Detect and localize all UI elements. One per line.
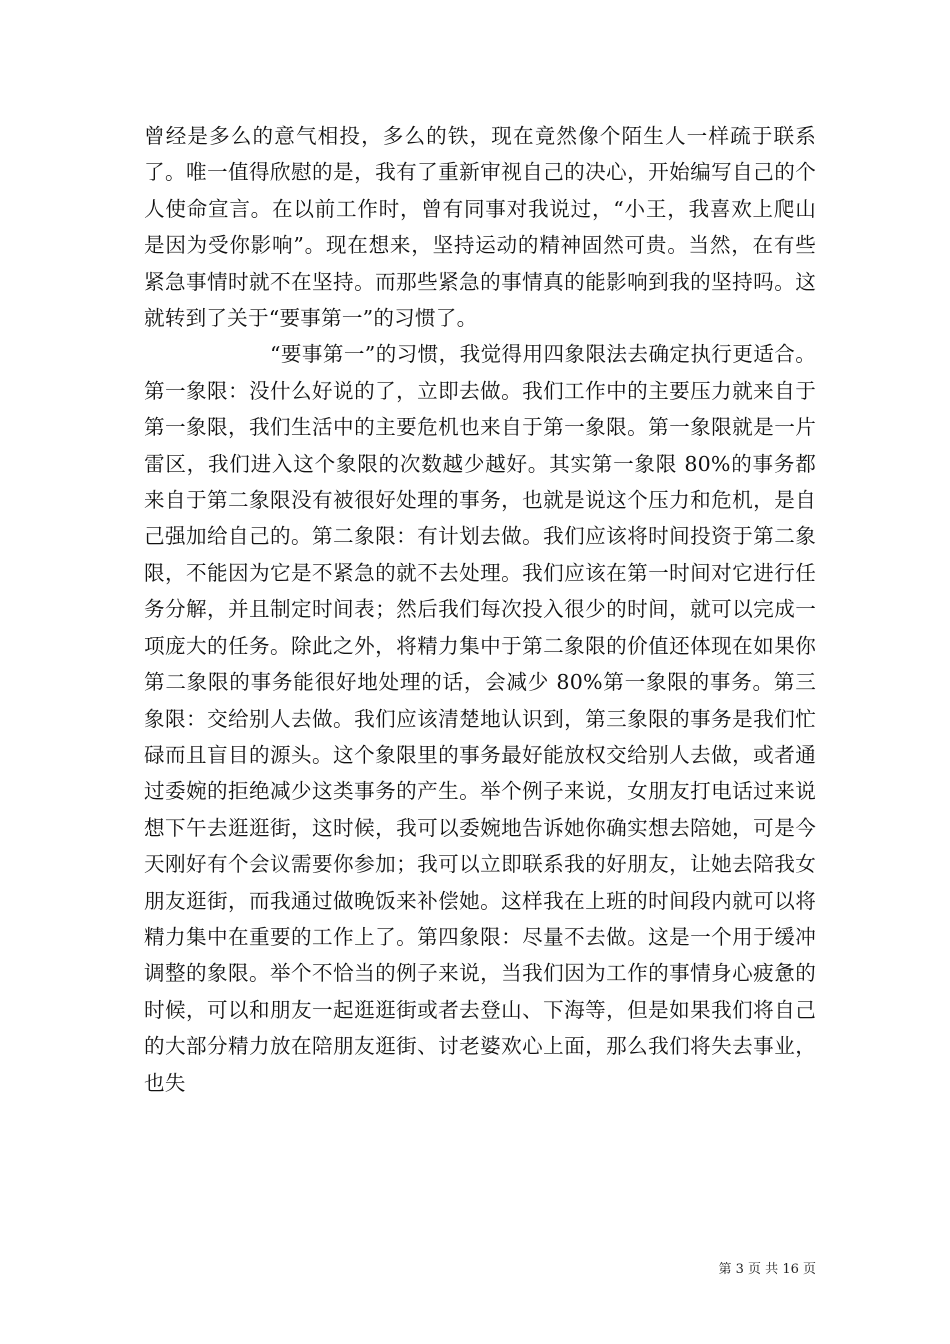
paragraph-1: 曾经是多么的意气相投，多么的铁，现在竟然像个陌生人一样疏于联系了。唯一值得欣慰的是，我有了重新审视自己的决心，开始编写自己的个人使命宣言。在以前工作时，曾有同事对我说过，“小王，我喜欢上爬山是因为受你影响”。现在想来，坚持运动的精神固然可贵。当然，在有些紧急事情时就不在坚持。而那些紧急的事情真的能影响到我的坚持吗。这就转到了关于“要事第一”的习惯了。: [144, 124, 816, 331]
document-body: [144, 118, 816, 1101]
paragraph-2: “要事第一”的习惯，我觉得用四象限法去确定执行更适合。第一象限：没什么好说的了，立即去做。我们工作中的主要压力就来自于第一象限，我们生活中的主要危机也来自于第一象限。第一象限就是一片雷区，我们进入这个象限的次数越少越好。其实第一象限 80%的事务都来自于第二象限没有被很好处理的事务，也就是说这个压力和危机，是自己强加给自己的。第二象限：有计划去做。我们应该将时间投资于第二象限，不能因为它是不紧急的就不去处理。我们应该在第一时间对它进行任务分解，并且制定时间表；然后我们每次投入很少的时间，就可以完成一项庞大的任务。除此之外，将精力集中于第二象限的价值还体现在如果你第二象限的事务能很好地处理的话，会减少 80%第一象限的事务。第三象限：交给别人去做。我们应该清楚地认识到，第三象限的事务是我们忙碌而且盲目的源头。这个象限里的事务最好能放权交给别人去做，或者通过委婉的拒绝减少这类事务的产生。举个例子来说，女朋友打电话过来说想下午去逛逛街，这时候，我可以委婉地告诉她你确实想去陪她，可是今天刚好有个会议需要你参加；我可以立即联系我的好朋友，让她去陪我女朋友逛街，而我通过做晚饭来补偿她。这样我在上班的时间段内就可以将精力集中在重要的工作上了。第四象限：尽量不去做。这是一个用于缓冲调整的象限。举个不恰当的例子来说，当我们因为工作的事情身心疲惫的时候，可以和朋友一起逛逛街或者去登山、下海等，但是如果我们将自己的大部分精力放在陪朋友逛街、讨老婆欢心上面，那么我们将失去事业，也失: [144, 342, 816, 1095]
page-number-footer: 第 3 页 共 16 页: [718, 1262, 816, 1277]
